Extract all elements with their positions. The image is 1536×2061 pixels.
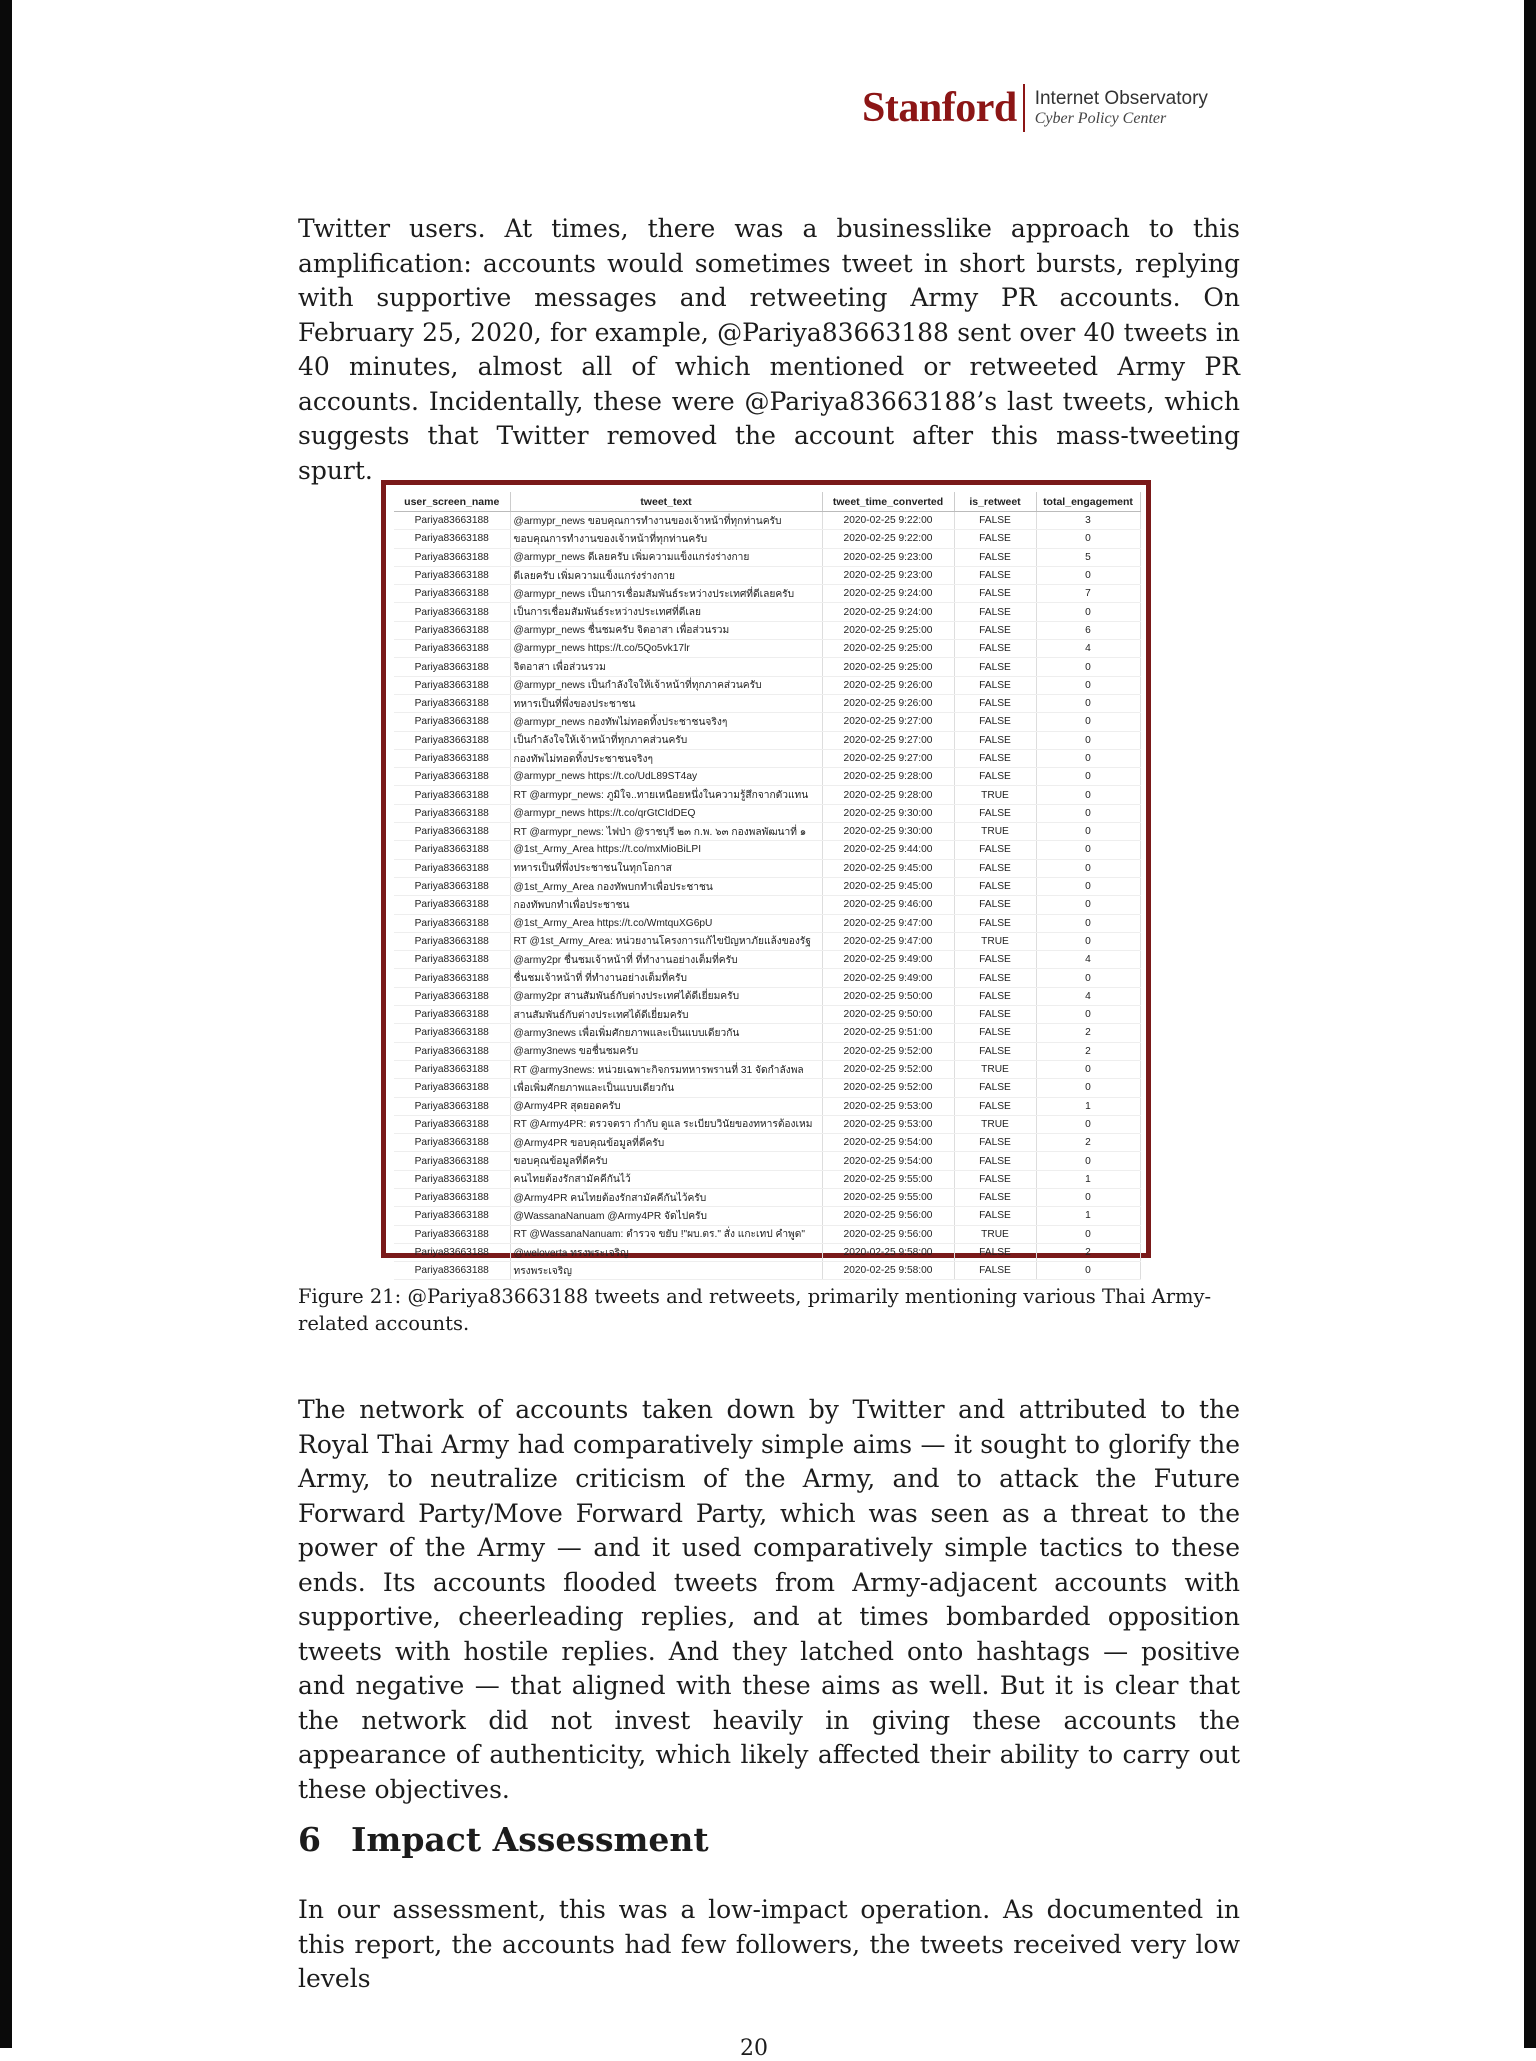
table-cell: 2020-02-25 9:58:00: [822, 1262, 954, 1280]
table-cell: 2020-02-25 9:27:00: [822, 749, 954, 767]
table-cell: กองทัพไม่ทอดทิ้งประชาชนจริงๆ: [510, 749, 822, 767]
table-cell: FALSE: [954, 658, 1036, 676]
table-cell: @armypr_news https://t.co/UdL89ST4ay: [510, 768, 822, 786]
logo-line-2: Cyber Policy Center: [1034, 109, 1167, 127]
logo-line-1: Internet Observatory: [1034, 87, 1208, 109]
table-cell: Pariya83663188: [394, 548, 510, 566]
table-cell: 4: [1036, 640, 1140, 658]
table-row: [394, 1134, 1140, 1152]
tweet-table: [394, 492, 1141, 1280]
table-cell: 2020-02-25 9:51:00: [822, 1024, 954, 1042]
table-cell: 2020-02-25 9:58:00: [822, 1243, 954, 1261]
table-cell: TRUE: [954, 932, 1036, 950]
table-cell: FALSE: [954, 512, 1036, 530]
table-cell: 0: [1036, 1188, 1140, 1206]
table-cell: 2020-02-25 9:47:00: [822, 932, 954, 950]
table-cell: FALSE: [954, 1152, 1036, 1170]
table-cell: FALSE: [954, 1006, 1036, 1024]
table-cell: 2020-02-25 9:27:00: [822, 731, 954, 749]
table-cell: FALSE: [954, 768, 1036, 786]
table-cell: TRUE: [954, 786, 1036, 804]
table-cell: 0: [1036, 1225, 1140, 1243]
table-cell: Pariya83663188: [394, 731, 510, 749]
table-row: [394, 658, 1140, 676]
table-cell: Pariya83663188: [394, 951, 510, 969]
table-cell: 2020-02-25 9:28:00: [822, 768, 954, 786]
table-cell: Pariya83663188: [394, 530, 510, 548]
table-cell: FALSE: [954, 1079, 1036, 1097]
table-cell: 6: [1036, 621, 1140, 639]
page-number: 20: [740, 2036, 768, 2061]
table-cell: 2020-02-25 9:54:00: [822, 1152, 954, 1170]
table-cell: FALSE: [954, 621, 1036, 639]
table-cell: @1st_Army_Area https://t.co/mxMioBiLPI: [510, 841, 822, 859]
table-cell: 0: [1036, 1152, 1140, 1170]
table-row: [394, 1207, 1140, 1225]
table-cell: 0: [1036, 823, 1140, 841]
table-cell: 1: [1036, 1207, 1140, 1225]
column-header: tweet_text: [510, 492, 822, 512]
table-cell: 2020-02-25 9:26:00: [822, 676, 954, 694]
table-cell: FALSE: [954, 585, 1036, 603]
table-cell: จิตอาสา เพื่อส่วนรวม: [510, 658, 822, 676]
table-row: [394, 877, 1140, 895]
table-cell: 2: [1036, 1134, 1140, 1152]
table-cell: RT @armypr_news: ไฟป่า @ราชบุรี ๒๓ ก.พ. ๖๓ กองพลพัฒนาที่ ๑: [510, 823, 822, 841]
table-row: [394, 768, 1140, 786]
table-cell: Pariya83663188: [394, 1097, 510, 1115]
table-cell: FALSE: [954, 877, 1036, 895]
table-cell: ทหารเป็นที่พึ่งของประชาชน: [510, 694, 822, 712]
table-cell: 0: [1036, 713, 1140, 731]
logo-separator: [1023, 84, 1025, 132]
table-cell: RT @army3news: หน่วยเฉพาะกิจกรมทหารพรานที่ 31 จัดกำลังพล: [510, 1060, 822, 1078]
table-cell: ชื่นชมเจ้าหน้าที่ ที่ทำงานอย่างเต็มที่ครับ: [510, 969, 822, 987]
table-cell: 2020-02-25 9:30:00: [822, 823, 954, 841]
table-cell: 2020-02-25 9:49:00: [822, 951, 954, 969]
table-cell: 2020-02-25 9:53:00: [822, 1115, 954, 1133]
table-cell: 2020-02-25 9:47:00: [822, 914, 954, 932]
table-cell: FALSE: [954, 804, 1036, 822]
table-cell: 2020-02-25 9:52:00: [822, 1079, 954, 1097]
table-cell: FALSE: [954, 676, 1036, 694]
table-cell: Pariya83663188: [394, 512, 510, 530]
table-cell: FALSE: [954, 749, 1036, 767]
table-cell: Pariya83663188: [394, 603, 510, 621]
table-cell: 0: [1036, 877, 1140, 895]
table-cell: 0: [1036, 804, 1140, 822]
table-cell: @armypr_news เป็นการเชื่อมสัมพันธ์ระหว่างประเทศที่ดีเลยครับ: [510, 585, 822, 603]
table-cell: TRUE: [954, 1225, 1036, 1243]
table-cell: Pariya83663188: [394, 1262, 510, 1280]
stanford-logo: [862, 82, 1208, 134]
table-row: [394, 621, 1140, 639]
table-cell: @army3news เพื่อเพิ่มศักยภาพและเป็นแบบเดียวกัน: [510, 1024, 822, 1042]
paragraph-impact: In our assessment, this was a low-impact operation. As documented in this report, the accounts had few followers, the tweets received very low levels: [298, 1895, 1240, 1993]
table-cell: Pariya83663188: [394, 1243, 510, 1261]
table-row: [394, 1115, 1140, 1133]
table-cell: @Army4PR ขอบคุณข้อมูลที่ดีครับ: [510, 1134, 822, 1152]
table-cell: 0: [1036, 786, 1140, 804]
table-cell: 2020-02-25 9:55:00: [822, 1188, 954, 1206]
table-cell: FALSE: [954, 548, 1036, 566]
table-cell: FALSE: [954, 694, 1036, 712]
table-cell: FALSE: [954, 859, 1036, 877]
table-cell: FALSE: [954, 914, 1036, 932]
table-cell: @armypr_news https://t.co/qrGtCIdDEQ: [510, 804, 822, 822]
table-cell: 2020-02-25 9:46:00: [822, 896, 954, 914]
table-cell: FALSE: [954, 951, 1036, 969]
table-cell: 0: [1036, 859, 1140, 877]
table-cell: @Army4PR สุดยอดครับ: [510, 1097, 822, 1115]
table-cell: กองทัพบกทำเพื่อประชาชน: [510, 896, 822, 914]
table-cell: Pariya83663188: [394, 914, 510, 932]
table-row: [394, 1188, 1140, 1206]
table-cell: ดีเลยครับ เพิ่มความแข็งแกร่งร่างกาย: [510, 566, 822, 584]
table-cell: FALSE: [954, 603, 1036, 621]
table-cell: ขอบคุณข้อมูลที่ดีครับ: [510, 1152, 822, 1170]
right-border: [1524, 0, 1536, 2048]
table-cell: 2: [1036, 1042, 1140, 1060]
table-cell: 2020-02-25 9:49:00: [822, 969, 954, 987]
table-row: [394, 969, 1140, 987]
table-cell: 0: [1036, 603, 1140, 621]
table-cell: Pariya83663188: [394, 1006, 510, 1024]
table-cell: 0: [1036, 1006, 1140, 1024]
table-cell: Pariya83663188: [394, 896, 510, 914]
table-cell: @WassanaNanuam @Army4PR จัดไปครับ: [510, 1207, 822, 1225]
table-cell: 5: [1036, 548, 1140, 566]
table-cell: Pariya83663188: [394, 1060, 510, 1078]
table-cell: Pariya83663188: [394, 877, 510, 895]
table-row: [394, 1042, 1140, 1060]
table-cell: RT @armypr_news: ภูมิใจ..ทายเหนือยหนึ่งในความรู้สึกจากตัวแทน: [510, 786, 822, 804]
table-cell: 0: [1036, 768, 1140, 786]
table-cell: Pariya83663188: [394, 1134, 510, 1152]
table-cell: FALSE: [954, 731, 1036, 749]
table-cell: 2020-02-25 9:52:00: [822, 1060, 954, 1078]
table-row: [394, 1262, 1140, 1280]
table-row: [394, 932, 1140, 950]
table-cell: RT @Army4PR: ตรวจตรา กำกับ ดูแล ระเบียบวินัยของทหารต้องเหม: [510, 1115, 822, 1133]
table-row: [394, 676, 1140, 694]
table-cell: @armypr_news https://t.co/5Qo5vk17lr: [510, 640, 822, 658]
table-row: [394, 530, 1140, 548]
table-cell: @armypr_news ดีเลยครับ เพิ่มความแข็งแกร่งร่างกาย: [510, 548, 822, 566]
table-cell: 7: [1036, 585, 1140, 603]
table-cell: FALSE: [954, 1134, 1036, 1152]
table-row: [394, 1225, 1140, 1243]
table-cell: @armypr_news ชื่นชมครับ จิตอาสา เพื่อส่วนรวม: [510, 621, 822, 639]
table-cell: 4: [1036, 951, 1140, 969]
table-cell: @armypr_news กองทัพไม่ทอดทิ้งประชาชนจริงๆ: [510, 713, 822, 731]
table-cell: 2020-02-25 9:22:00: [822, 512, 954, 530]
table-cell: 2020-02-25 9:24:00: [822, 603, 954, 621]
table-header-row: [394, 492, 1140, 512]
table-cell: 0: [1036, 914, 1140, 932]
table-cell: FALSE: [954, 1207, 1036, 1225]
table-cell: Pariya83663188: [394, 768, 510, 786]
table-cell: Pariya83663188: [394, 749, 510, 767]
table-cell: 0: [1036, 841, 1140, 859]
table-cell: 2020-02-25 9:28:00: [822, 786, 954, 804]
table-cell: Pariya83663188: [394, 859, 510, 877]
table-cell: Pariya83663188: [394, 804, 510, 822]
table-cell: 1: [1036, 1170, 1140, 1188]
table-row: [394, 512, 1140, 530]
column-header: total_engagement: [1036, 492, 1140, 512]
table-cell: FALSE: [954, 1024, 1036, 1042]
table-cell: FALSE: [954, 566, 1036, 584]
table-cell: FALSE: [954, 1097, 1036, 1115]
left-border: [0, 0, 12, 2048]
table-cell: 2020-02-25 9:24:00: [822, 585, 954, 603]
table-row: [394, 1079, 1140, 1097]
table-cell: 2020-02-25 9:56:00: [822, 1225, 954, 1243]
table-cell: 0: [1036, 1079, 1140, 1097]
section-number: 6: [298, 1820, 321, 1859]
table-cell: FALSE: [954, 1188, 1036, 1206]
table-cell: 0: [1036, 749, 1140, 767]
table-cell: 1: [1036, 1097, 1140, 1115]
table-cell: @Army4PR คนไทยต้องรักสามัคคีกันไว้ครับ: [510, 1188, 822, 1206]
table-cell: 2020-02-25 9:22:00: [822, 530, 954, 548]
table-cell: 4: [1036, 987, 1140, 1005]
table-cell: Pariya83663188: [394, 1188, 510, 1206]
table-cell: FALSE: [954, 1243, 1036, 1261]
table-cell: RT @WassanaNanuam: ตำรวจ ขยับ !"ผบ.ตร." สั่ง แกะเทป คำพูด": [510, 1225, 822, 1243]
table-cell: @armypr_news ขอบคุณการทำงานของเจ้าหน้าที่ทุกท่านครับ: [510, 512, 822, 530]
table-cell: 0: [1036, 566, 1140, 584]
table-cell: @army2pr สานสัมพันธ์กับต่างประเทศได้ดีเยี่ยมครับ: [510, 987, 822, 1005]
table-cell: 2020-02-25 9:44:00: [822, 841, 954, 859]
table-cell: 2020-02-25 9:27:00: [822, 713, 954, 731]
table-row: [394, 713, 1140, 731]
table-cell: ทรงพระเจริญ: [510, 1262, 822, 1280]
table-row: [394, 786, 1140, 804]
table-cell: Pariya83663188: [394, 1024, 510, 1042]
table-cell: เพื่อเพิ่มศักยภาพและเป็นแบบเดียวกัน: [510, 1079, 822, 1097]
table-cell: FALSE: [954, 969, 1036, 987]
table-body: [394, 512, 1140, 1280]
table-cell: 0: [1036, 932, 1140, 950]
table-cell: RT @1st_Army_Area: หน่วยงานโครงการแก้ไขปัญหาภัยแล้งของรัฐ: [510, 932, 822, 950]
table-cell: 2020-02-25 9:56:00: [822, 1207, 954, 1225]
table-cell: Pariya83663188: [394, 621, 510, 639]
table-cell: 0: [1036, 1262, 1140, 1280]
table-cell: Pariya83663188: [394, 694, 510, 712]
table-cell: เป็นกำลังใจให้เจ้าหน้าที่ทุกภาคส่วนครับ: [510, 731, 822, 749]
table-row: [394, 859, 1140, 877]
table-cell: 0: [1036, 1060, 1140, 1078]
column-header: tweet_time_converted: [822, 492, 954, 512]
section-title: Impact Assessment: [350, 1820, 709, 1859]
table-row: [394, 731, 1140, 749]
table-cell: 2020-02-25 9:50:00: [822, 987, 954, 1005]
logo-lines: [1035, 89, 1208, 127]
table-cell: @army2pr ชื่นชมเจ้าหน้าที่ ที่ทำงานอย่างเต็มที่ครับ: [510, 951, 822, 969]
column-header: user_screen_name: [394, 492, 510, 512]
table-cell: TRUE: [954, 1115, 1036, 1133]
table-row: [394, 603, 1140, 621]
table-cell: 0: [1036, 530, 1140, 548]
table-cell: FALSE: [954, 530, 1036, 548]
table-cell: 2020-02-25 9:54:00: [822, 1134, 954, 1152]
table-cell: 2020-02-25 9:23:00: [822, 566, 954, 584]
table-row: [394, 694, 1140, 712]
table-cell: Pariya83663188: [394, 658, 510, 676]
table-cell: 2020-02-25 9:25:00: [822, 621, 954, 639]
table-cell: 0: [1036, 1115, 1140, 1133]
table-cell: ขอบคุณการทำงานของเจ้าหน้าที่ทุกท่านครับ: [510, 530, 822, 548]
table-cell: Pariya83663188: [394, 841, 510, 859]
table-row: [394, 1006, 1140, 1024]
table-cell: 0: [1036, 896, 1140, 914]
table-row: [394, 1152, 1140, 1170]
figure-tweet-table: [381, 480, 1151, 1277]
table-cell: @weloverta ทรงพระเจริญ: [510, 1243, 822, 1261]
table-cell: FALSE: [954, 640, 1036, 658]
table-row: [394, 585, 1140, 603]
table-cell: Pariya83663188: [394, 932, 510, 950]
table-row: [394, 1243, 1140, 1261]
table-cell: 2: [1036, 1243, 1140, 1261]
table-cell: Pariya83663188: [394, 1207, 510, 1225]
figure-caption: Figure 21: @Pariya83663188 tweets and retweets, primarily mentioning various Thai Army-related accounts.: [298, 1285, 1212, 1335]
table-cell: 2020-02-25 9:25:00: [822, 658, 954, 676]
table-cell: 0: [1036, 658, 1140, 676]
table-row: [394, 823, 1140, 841]
table-cell: 0: [1036, 694, 1140, 712]
table-cell: 2020-02-25 9:45:00: [822, 859, 954, 877]
table-cell: Pariya83663188: [394, 1079, 510, 1097]
table-row: [394, 548, 1140, 566]
table-cell: Pariya83663188: [394, 786, 510, 804]
table-cell: 2020-02-25 9:52:00: [822, 1042, 954, 1060]
table-row: [394, 640, 1140, 658]
table-cell: 3: [1036, 512, 1140, 530]
table-cell: Pariya83663188: [394, 969, 510, 987]
table-cell: 0: [1036, 969, 1140, 987]
table-cell: Pariya83663188: [394, 1152, 510, 1170]
table-row: [394, 1170, 1140, 1188]
table-cell: 0: [1036, 676, 1140, 694]
table-cell: Pariya83663188: [394, 987, 510, 1005]
table-cell: TRUE: [954, 1060, 1036, 1078]
table-cell: 2020-02-25 9:26:00: [822, 694, 954, 712]
table-cell: @armypr_news เป็นกำลังใจให้เจ้าหน้าที่ทุกภาคส่วนครับ: [510, 676, 822, 694]
table-row: [394, 804, 1140, 822]
table-row: [394, 914, 1140, 932]
table-cell: Pariya83663188: [394, 566, 510, 584]
table-cell: Pariya83663188: [394, 823, 510, 841]
table-cell: Pariya83663188: [394, 1170, 510, 1188]
table-cell: 2020-02-25 9:53:00: [822, 1097, 954, 1115]
table-cell: FALSE: [954, 1042, 1036, 1060]
table-cell: 2: [1036, 1024, 1140, 1042]
column-header: is_retweet: [954, 492, 1036, 512]
paragraph-network-aims: The network of accounts taken down by Twitter and attributed to the Royal Thai Army had comparatively simple aims — it sought to glorify the Army, to neutralize criticism of the Army, and to attack the Future Forward Party/Move Forward Party, which was seen as a threat to the power of the Army — and it used comparatively simple tactics to these ends. Its accounts flooded tweets from Army-adjacent accounts with supportive, cheerleading replies, and at times bombarded opposition tweets with hostile replies. And they latched onto hashtags — positive and negative — that aligned with these aims as well. But it is clear that the network did not invest heavily in giving these accounts the appearance of authenticity, which likely affected their ability to carry out these objectives.: [298, 1395, 1240, 1804]
table-cell: Pariya83663188: [394, 1225, 510, 1243]
table-cell: 2020-02-25 9:23:00: [822, 548, 954, 566]
table-row: [394, 987, 1140, 1005]
table-row: [394, 1024, 1140, 1042]
table-cell: Pariya83663188: [394, 676, 510, 694]
table-cell: 2020-02-25 9:45:00: [822, 877, 954, 895]
table-cell: FALSE: [954, 896, 1036, 914]
section-heading: [298, 1820, 709, 1859]
table-cell: 2020-02-25 9:55:00: [822, 1170, 954, 1188]
table-cell: Pariya83663188: [394, 585, 510, 603]
table-cell: Pariya83663188: [394, 640, 510, 658]
table-cell: คนไทยต้องรักสามัคคีกันไว้: [510, 1170, 822, 1188]
table-row: [394, 841, 1140, 859]
table-cell: @army3news ขอชื่นชมครับ: [510, 1042, 822, 1060]
table-cell: 2020-02-25 9:50:00: [822, 1006, 954, 1024]
table-cell: Pariya83663188: [394, 713, 510, 731]
table-cell: FALSE: [954, 841, 1036, 859]
table-cell: @1st_Army_Area https://t.co/WmtquXG6pU: [510, 914, 822, 932]
table-cell: สานสัมพันธ์กับต่างประเทศได้ดีเยี่ยมครับ: [510, 1006, 822, 1024]
table-cell: TRUE: [954, 823, 1036, 841]
table-cell: @1st_Army_Area กองทัพบกทำเพื่อประชาชน: [510, 877, 822, 895]
table-cell: 2020-02-25 9:30:00: [822, 804, 954, 822]
table-cell: Pariya83663188: [394, 1115, 510, 1133]
table-row: [394, 951, 1140, 969]
logo-wordmark: Stanford: [862, 85, 1017, 131]
table-cell: FALSE: [954, 713, 1036, 731]
table-row: [394, 566, 1140, 584]
table-cell: FALSE: [954, 987, 1036, 1005]
table-row: [394, 1097, 1140, 1115]
table-cell: 0: [1036, 731, 1140, 749]
paragraph-amplification: Twitter users. At times, there was a businesslike approach to this amplification: accounts would sometimes tweet in short bursts, replying with supportive messages and retweeting Army PR accounts. On February 25, 2020, for example, @Pariya83663188 sent over 40 tweets in 40 minutes, almost all of which mentioned or retweeted Army PR accounts. Incidentally, these were @Pariya83663188’s last tweets, which suggests that Twitter removed the account after this mass-tweeting spurt.: [298, 214, 1240, 485]
table-cell: Pariya83663188: [394, 1042, 510, 1060]
table-cell: 2020-02-25 9:25:00: [822, 640, 954, 658]
table-cell: FALSE: [954, 1170, 1036, 1188]
table-cell: FALSE: [954, 1262, 1036, 1280]
table-row: [394, 896, 1140, 914]
table-row: [394, 749, 1140, 767]
table-cell: ทหารเป็นที่พึ่งประชาชนในทุกโอกาส: [510, 859, 822, 877]
table-cell: เป็นการเชื่อมสัมพันธ์ระหว่างประเทศที่ดีเลย: [510, 603, 822, 621]
table-row: [394, 1060, 1140, 1078]
